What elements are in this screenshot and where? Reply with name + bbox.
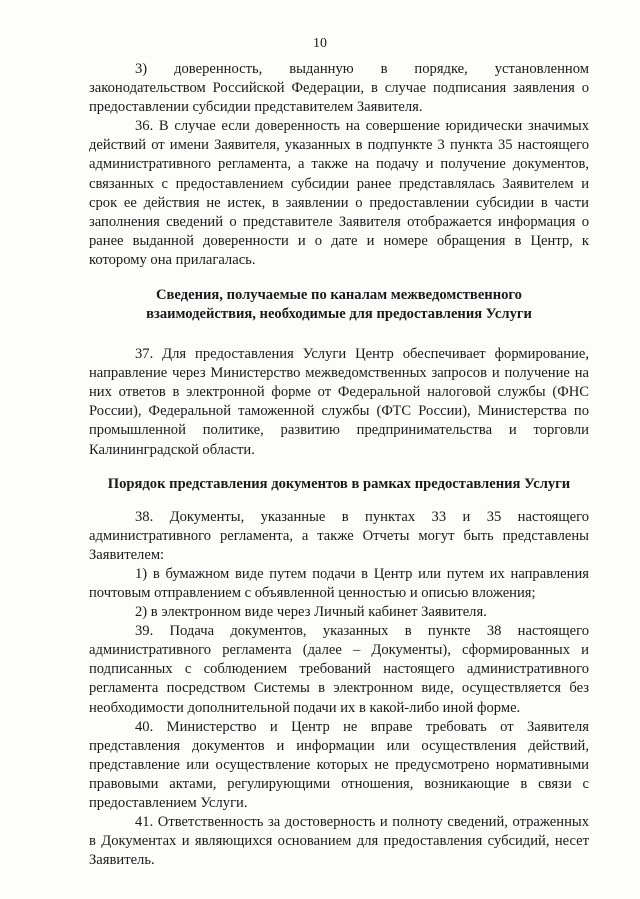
section-heading-document-submission: Порядок представления документов в рамках предоставления Услуги <box>107 475 571 492</box>
heading-line: взаимодействия, необходимые для предоставления Услуги <box>146 306 532 323</box>
paragraph-37: 37. Для предоставления Услуги Центр обеспечивает формирование, направление через Министерство межведомственных запросов и получение на них ответов в электронной форме от Федеральной налоговой службы (ФНС России), Федеральной таможенной службы (ФТС России), Министерства по промышленной политике, развитию предпринимательства и торговли Калининградской области. <box>89 346 589 458</box>
paragraph-35-item-3: 3) доверенность, выданную в порядке, установленном законодательством Российской Федерации, в случае подписания заявления о предоставлении субсидии представителем Заявителя. <box>89 61 589 116</box>
heading-line: Сведения, получаемые по каналам межведомственного <box>156 287 522 304</box>
paragraph-39: 39. Подача документов, указанных в пункте 38 настоящего административного регламента (далее – Документы), сформированных и подписанных с соблюдением требований настоящего административного регламента посредством Системы в электронном виде, осуществляется без необходимости дополнительной подачи их в какой-либо иной форме. <box>89 623 589 716</box>
paragraph-41: 41. Ответственность за достоверность и полноту сведений, отраженных в Документах и являющихся основанием для предоставления субсидий, несет Заявитель. <box>89 814 589 869</box>
paragraph-38-item-2: 2) в электронном виде через Личный кабинет Заявителя. <box>135 604 487 621</box>
page-number: 10 <box>313 36 327 51</box>
paragraph-38: 38. Документы, указанные в пунктах 33 и 35 настоящего административного регламента, а также Отчеты могут быть представлены Заявителем: <box>89 508 589 563</box>
paragraph-38-item-1: 1) в бумажном виде путем подачи в Центр или путем их направления почтовым отправлением с объявленной ценностью и описью вложения; <box>89 565 589 601</box>
paragraph-40: 40. Министерство и Центр не вправе требовать от Заявителя представления документов и информации или осуществления действий, представление или осуществление которых не предусмотрено нормативными правовыми актами, регулирующими отношения, возникающие в связи с предоставлением Услуги. <box>89 718 589 811</box>
page-content <box>89 60 589 870</box>
section-heading-interagency <box>89 286 589 324</box>
paragraph-36: 36. В случае если доверенность на совершение юридически значимых действий от имени Заявителя, указанных в подпункте 3 пункта 35 настоящего административного регламента, а также на подачу и получение документов, связанных с предоставлением субсидии ранее представлялась Заявителем и срок ее действия не истек, в заявлении о предоставлении субсидии в части заполнения сведений о представителе Заявителя отображается информация о ранее выданной доверенности и о дате и номере обращения в Центр, к которому она прилагалась. <box>89 118 589 268</box>
